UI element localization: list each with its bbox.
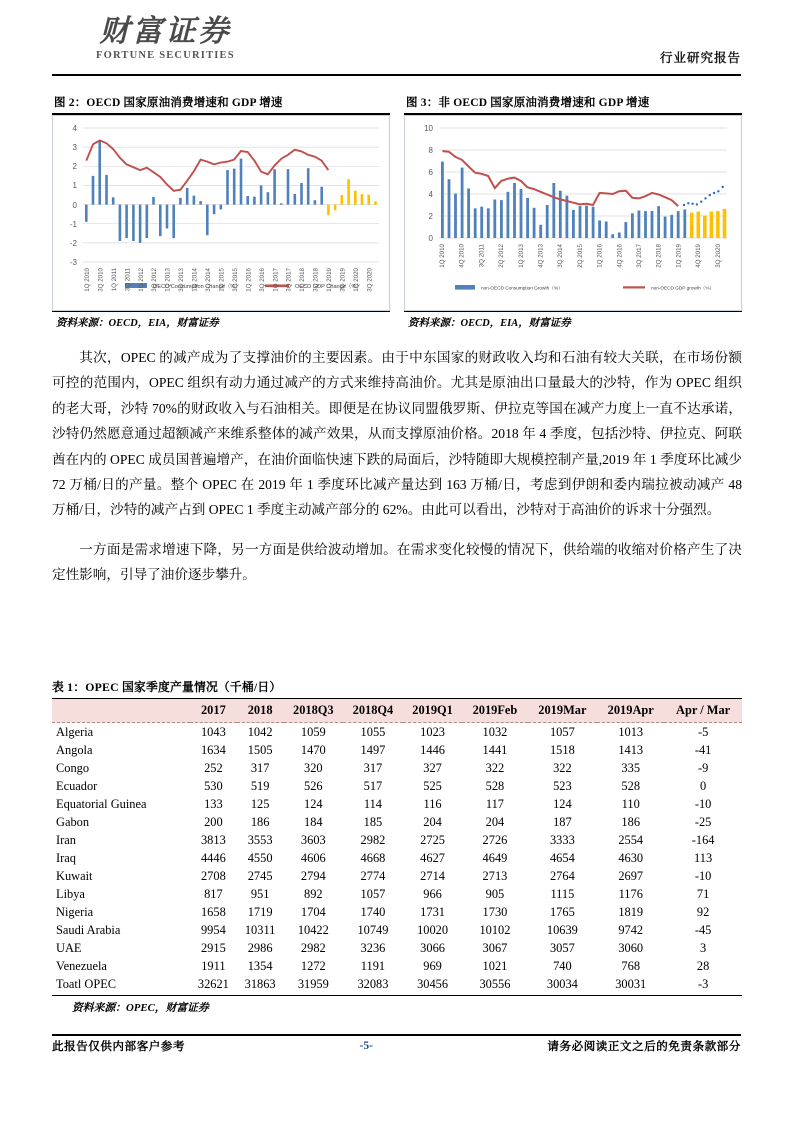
cell: 3333: [549, 832, 575, 847]
svg-text:3Q 2015: 3Q 2015: [231, 268, 239, 292]
page-number: -5-: [359, 1040, 373, 1052]
cell: 10422: [297, 922, 329, 937]
page-header: [0, 0, 793, 78]
cell: 1272: [300, 958, 326, 973]
svg-text:OECD Consumption Change（%）: OECD Consumption Change（%）: [153, 284, 241, 290]
cell: 1115: [550, 886, 575, 901]
table-row: [52, 777, 742, 795]
svg-text:1: 1: [72, 181, 77, 190]
table-body: [52, 723, 742, 996]
cell-country: Nigeria: [56, 904, 94, 919]
col-header-2019mar: 2019Mar: [528, 699, 598, 723]
table-row: [52, 723, 742, 742]
gdp-line: [86, 140, 328, 190]
cell: 1731: [420, 904, 445, 919]
cell: 525: [423, 778, 442, 793]
gdp-forecast-dotted: [683, 186, 724, 206]
svg-text:1Q 2020: 1Q 2020: [353, 268, 360, 292]
svg-text:1Q 2010: 1Q 2010: [84, 268, 91, 292]
svg-text:8: 8: [428, 146, 433, 155]
gridlines: [83, 128, 379, 262]
svg-text:1Q 2016: 1Q 2016: [245, 268, 253, 292]
cell: 32621: [190, 975, 237, 995]
figures-row: [52, 92, 741, 330]
table-row: [52, 759, 742, 777]
cell: 116: [423, 796, 442, 811]
cell-country: Equatorial Guinea: [56, 796, 147, 811]
svg-text:4: 4: [428, 190, 433, 199]
cell-country: Algeria: [56, 724, 94, 739]
x-axis-ticks: [439, 243, 722, 267]
cell: 1441: [482, 742, 508, 757]
cell: 71: [696, 886, 710, 901]
svg-text:1Q 2015: 1Q 2015: [218, 268, 226, 292]
svg-text:1Q 2016: 1Q 2016: [596, 244, 604, 268]
cell: 1032: [482, 724, 508, 739]
cell: 740: [553, 958, 572, 973]
table-row: [52, 921, 742, 939]
cell: 317: [363, 760, 383, 775]
cell: 200: [204, 814, 223, 829]
cell: -25: [694, 814, 712, 829]
cell: 2986: [247, 940, 273, 955]
cell: -5: [697, 724, 709, 739]
cell: 1518: [549, 742, 575, 757]
svg-text:4Q 2013: 4Q 2013: [537, 244, 545, 268]
cell: 186: [250, 814, 270, 829]
cell: 30031: [597, 975, 664, 995]
col-header-2018q4: 2018Q4: [343, 699, 403, 723]
cell-country: Kuwait: [56, 868, 93, 883]
cell: 1634: [200, 742, 226, 757]
svg-text:1Q 2012: 1Q 2012: [137, 268, 145, 292]
cell: 1176: [618, 886, 643, 901]
cell: 32083: [343, 975, 403, 995]
cell: 204: [423, 814, 442, 829]
svg-text:1Q 2014: 1Q 2014: [191, 268, 199, 292]
cell-country: Toatl OPEC: [52, 975, 190, 995]
non-oecd-chart-svg: [405, 116, 741, 310]
cell: 184: [304, 814, 323, 829]
table-title: 表 1：OPEC 国家季度产量情况（千桶/日）: [52, 680, 282, 694]
cell: 2774: [360, 868, 386, 883]
cell: 4630: [618, 850, 644, 865]
cell: 1740: [360, 904, 386, 919]
cell: -9: [697, 760, 709, 775]
svg-text:-3: -3: [69, 258, 77, 267]
cell: 186: [621, 814, 641, 829]
svg-text:4: 4: [72, 124, 77, 133]
cell: 528: [621, 778, 641, 793]
svg-text:3Q 2019: 3Q 2019: [339, 268, 347, 292]
svg-text:3Q 2014: 3Q 2014: [205, 268, 212, 292]
cell: 1497: [360, 742, 386, 757]
cell: 1719: [247, 904, 273, 919]
cell: 1042: [247, 724, 273, 739]
cell: 3813: [200, 832, 226, 847]
figure-2-title: 图 2：OECD 国家原油消费增速和 GDP 增速: [54, 97, 283, 109]
svg-text:3Q 2011: 3Q 2011: [478, 244, 486, 268]
header-divider: [52, 74, 741, 76]
cell: 327: [423, 760, 442, 775]
cell: 1704: [300, 904, 326, 919]
cell: 1057: [549, 724, 575, 739]
table-row: [52, 975, 742, 995]
cell: 1057: [360, 886, 386, 901]
svg-text:3Q 2013: 3Q 2013: [178, 268, 186, 292]
cell: 3066: [420, 940, 445, 955]
cell: 185: [363, 814, 383, 829]
footer-left-note: 此报告仅供内部客户参考: [52, 1041, 186, 1053]
opec-production-table: [52, 698, 742, 996]
cell: 2708: [200, 868, 226, 883]
y-axis-ticks: [70, 124, 78, 267]
cell: 1191: [360, 958, 386, 973]
svg-text:3Q 2016: 3Q 2016: [258, 268, 266, 292]
cell-country: Congo: [56, 760, 90, 775]
cell: 114: [363, 796, 382, 811]
company-logo: [96, 16, 235, 61]
cell: 2982: [360, 832, 386, 847]
cell-country: Gabon: [56, 814, 90, 829]
cell-country: Angola: [56, 742, 93, 757]
cell: 28: [696, 958, 710, 973]
table-header-row: [52, 699, 742, 723]
chart-legend: [455, 285, 714, 291]
cell-country: Libya: [56, 886, 85, 901]
cell: 187: [553, 814, 572, 829]
cell: 317: [250, 760, 270, 775]
svg-text:3: 3: [72, 143, 77, 152]
cell: 117: [485, 796, 505, 811]
cell: 969: [423, 958, 442, 973]
logo-chinese-text: 财富证券: [99, 15, 232, 48]
cell: 335: [621, 760, 641, 775]
col-header-country: [52, 699, 190, 723]
cell: 2725: [420, 832, 445, 847]
svg-text:4Q 2019: 4Q 2019: [695, 244, 703, 268]
svg-text:3Q 2012: 3Q 2012: [151, 268, 159, 292]
cell: 10102: [479, 922, 511, 937]
cell: 1013: [618, 724, 644, 739]
svg-text:3Q 2018: 3Q 2018: [312, 268, 320, 292]
figure-2: [52, 92, 390, 330]
oecd-chart-svg: [53, 116, 389, 310]
svg-text:non-OECD GDP growth（%）: non-OECD GDP growth（%）: [651, 285, 715, 291]
cell-country: Venezuela: [56, 958, 107, 973]
paragraph-2: 一方面是需求增速下降，另一方面是供给波动增加。在需求变化较慢的情况下，供给端的收缩对价格产生了决定性影响，引导了油价逐步攀升。: [52, 541, 742, 583]
cell: 3553: [247, 832, 273, 847]
svg-text:1Q 2017: 1Q 2017: [272, 268, 280, 292]
cell: 124: [304, 796, 323, 811]
svg-text:4Q 2010: 4Q 2010: [458, 244, 466, 268]
svg-text:2Q 2018: 2Q 2018: [655, 244, 663, 268]
svg-text:3Q 2017: 3Q 2017: [636, 244, 643, 268]
svg-text:4Q 2016: 4Q 2016: [616, 244, 624, 268]
y-axis-ticks: [424, 124, 433, 243]
cell: 9954: [200, 922, 226, 937]
cell: -10: [694, 868, 712, 883]
table-row: [52, 831, 742, 849]
paragraph-1: 其次，OPEC 的减产成为了支撑油价的主要因素。由于中东国家的财政收入均和石油有较大关联，在市场份额可控的范围内，OPEC 组织有动力通过减产的方式来维持高油价。尤其是原油出口量最大的沙特，作为 OPEC 组织的老大哥，沙特 70%的财政收入与石油相关。即便是在协议同盟俄罗斯、伊拉克等国在减产力度上一直不达承诺，沙特仍然愿意通过超额减产来维系整体的减产效果，从而支撑原油价格。2018 年 4 季度，包括沙特、伊拉克、阿联酋在内的 OPEC 成员国普遍增产，在油价面临快速下跌的局面后，沙特随即大规模控制产量,2019 年 1 季度环比减少 72 万桶/日的产量。整个 OPEC 在 2019 年 1 季度环比减产量达到 163 万桶/日，考虑到伊朗和委内瑞拉被动减产 48 万桶/日，沙特的减产占到 OPEC 1 季度主动减产部分的 62%。由此可以看出，沙特对于高油价的诉求十分强烈。: [52, 350, 742, 518]
svg-text:6: 6: [428, 168, 433, 177]
cell: 519: [250, 778, 270, 793]
svg-text:0: 0: [428, 234, 433, 243]
cell: 3603: [300, 832, 326, 847]
cell: 125: [250, 796, 270, 811]
cell: 817: [204, 886, 223, 901]
cell: 2697: [618, 868, 644, 883]
cell: 2745: [247, 868, 273, 883]
logo-english-text: FORTUNE SECURITIES: [96, 49, 235, 61]
cell: 204: [485, 814, 505, 829]
cell: 528: [485, 778, 505, 793]
svg-text:1Q 2019: 1Q 2019: [675, 244, 683, 268]
figure-3: [404, 92, 742, 330]
svg-text:1Q 2019: 1Q 2019: [326, 268, 334, 292]
cell: -3: [664, 975, 742, 995]
col-header-2019apr: 2019Apr: [597, 699, 664, 723]
cell: 31863: [237, 975, 284, 995]
col-header-2019feb: 2019Feb: [462, 699, 527, 723]
table-row: [52, 741, 742, 759]
table-row: [52, 903, 742, 921]
svg-text:3Q 2011: 3Q 2011: [124, 268, 132, 292]
cell: 10020: [417, 922, 449, 937]
svg-text:2: 2: [428, 212, 433, 221]
cell: 951: [250, 886, 270, 901]
cell: 1819: [618, 904, 644, 919]
cell: 10311: [244, 922, 276, 937]
cell: 2713: [482, 868, 508, 883]
cell: 3236: [360, 940, 386, 955]
cell: 322: [485, 760, 505, 775]
cell: 10749: [357, 922, 389, 937]
cell: 517: [363, 778, 383, 793]
svg-text:1Q 2013: 1Q 2013: [164, 268, 172, 292]
cell-country: Iraq: [56, 850, 76, 865]
cell: 1911: [201, 958, 226, 973]
cell-country: Ecuador: [56, 778, 98, 793]
col-header-2017: 2017: [190, 699, 237, 723]
svg-text:OECD GDP Change（%）: OECD GDP Change（%）: [295, 284, 363, 290]
figure-3-source: 资料来源：OECD，EIA，财富证券: [404, 311, 742, 330]
cell: 1470: [300, 742, 326, 757]
cell: 30034: [528, 975, 598, 995]
cell: 113: [694, 850, 713, 865]
opec-table-block: [52, 678, 742, 1015]
svg-text:2Q 2015: 2Q 2015: [576, 244, 584, 268]
svg-text:0: 0: [72, 201, 77, 210]
svg-text:1Q 2013: 1Q 2013: [517, 244, 525, 268]
cell: 3: [700, 940, 707, 955]
svg-text:-2: -2: [69, 239, 77, 248]
svg-text:1Q 2011: 1Q 2011: [110, 268, 118, 292]
cell: -41: [694, 742, 712, 757]
svg-text:1Q 2018: 1Q 2018: [299, 268, 307, 292]
cell: 905: [485, 886, 505, 901]
cell: 124: [553, 796, 572, 811]
svg-text:non-OECD Consumption Growth（%）: non-OECD Consumption Growth（%）: [481, 285, 563, 291]
cell: 1055: [360, 724, 386, 739]
consumption-bars-forecast: [690, 209, 726, 238]
cell: 10639: [546, 922, 578, 937]
cell: 1059: [300, 724, 326, 739]
cell: 320: [304, 760, 323, 775]
cell: 1413: [618, 742, 644, 757]
cell-country: Iran: [56, 832, 76, 847]
cell: 768: [621, 958, 641, 973]
table-row: [52, 957, 742, 975]
report-type-label: 行业研究报告: [659, 51, 741, 65]
cell: 2714: [420, 868, 445, 883]
figure-3-title: 图 3：非 OECD 国家原油消费增速和 GDP 增速: [406, 97, 650, 109]
footer-disclaimer: 请务必阅读正文之后的免责条款部分: [547, 1041, 741, 1053]
cell: -164: [691, 832, 715, 847]
cell: 4550: [247, 850, 273, 865]
cell: 2915: [200, 940, 226, 955]
cell-country: Saudi Arabia: [56, 922, 121, 937]
svg-text:10: 10: [424, 124, 433, 133]
cell: 2726: [482, 832, 508, 847]
cell: 2764: [549, 868, 575, 883]
cell: 2982: [300, 940, 326, 955]
cell: 3060: [618, 940, 644, 955]
cell: 30556: [462, 975, 527, 995]
cell: 110: [621, 796, 640, 811]
cell: 1023: [420, 724, 445, 739]
table-row: [52, 849, 742, 867]
figure-2-source: 资料来源：OECD，EIA，财富证券: [52, 311, 390, 330]
cell: 4654: [549, 850, 575, 865]
table-source: 资料来源：OPEC，财富证券: [72, 1001, 209, 1014]
table-row: [52, 939, 742, 957]
col-header-apr-mar: Apr / Mar: [664, 699, 742, 723]
cell: -10: [694, 796, 712, 811]
cell: 3067: [482, 940, 508, 955]
svg-text:-1: -1: [69, 220, 77, 229]
svg-text:3Q 2020: 3Q 2020: [714, 244, 722, 268]
cell: 1765: [549, 904, 575, 919]
cell: -45: [694, 922, 712, 937]
cell: 2794: [300, 868, 326, 883]
table-row: [52, 867, 742, 885]
cell: 1658: [200, 904, 226, 919]
consumption-bars: [85, 141, 323, 243]
cell: 1505: [247, 742, 273, 757]
consumption-bars-forecast: [327, 179, 377, 215]
cell: 4606: [300, 850, 326, 865]
col-header-2019q1: 2019Q1: [403, 699, 463, 723]
col-header-2018: 2018: [237, 699, 284, 723]
table-row: [52, 813, 742, 831]
cell: 1043: [200, 724, 226, 739]
cell-country: UAE: [56, 940, 82, 955]
svg-text:3Q 2010: 3Q 2010: [97, 268, 105, 292]
cell: 966: [423, 886, 442, 901]
cell: 4668: [360, 850, 386, 865]
svg-text:2Q 2012: 2Q 2012: [498, 244, 506, 268]
svg-text:3Q 2014: 3Q 2014: [557, 244, 565, 268]
table-row: [52, 795, 742, 813]
cell: 3057: [549, 940, 575, 955]
svg-text:2: 2: [72, 162, 77, 171]
cell: 31959: [284, 975, 344, 995]
col-header-2018q3: 2018Q3: [284, 699, 344, 723]
cell: 4649: [482, 850, 508, 865]
cell: 9742: [618, 922, 644, 937]
page-footer: [52, 1038, 741, 1054]
figure-2-chart-area: [52, 115, 390, 311]
svg-text:3Q 2017: 3Q 2017: [285, 268, 293, 292]
cell: 4627: [420, 850, 445, 865]
figure-3-chart-area: [404, 115, 742, 311]
cell: 0: [700, 778, 707, 793]
svg-text:1Q 2010: 1Q 2010: [439, 244, 446, 268]
cell: 1730: [482, 904, 508, 919]
cell: 322: [553, 760, 572, 775]
cell: 1354: [247, 958, 273, 973]
body-text: [52, 345, 742, 588]
cell: 92: [696, 904, 710, 919]
cell: 2554: [618, 832, 644, 847]
cell: 523: [553, 778, 572, 793]
cell: 526: [304, 778, 323, 793]
cell: 1021: [482, 958, 508, 973]
svg-text:3Q 2020: 3Q 2020: [366, 268, 374, 292]
cell: 1446: [420, 742, 445, 757]
cell: 30456: [403, 975, 463, 995]
cell: 133: [204, 796, 223, 811]
cell: 4446: [200, 850, 226, 865]
footer-divider: [52, 1034, 741, 1036]
cell: 892: [304, 886, 323, 901]
cell: 530: [204, 778, 223, 793]
cell: 252: [204, 760, 223, 775]
table-row: [52, 885, 742, 903]
